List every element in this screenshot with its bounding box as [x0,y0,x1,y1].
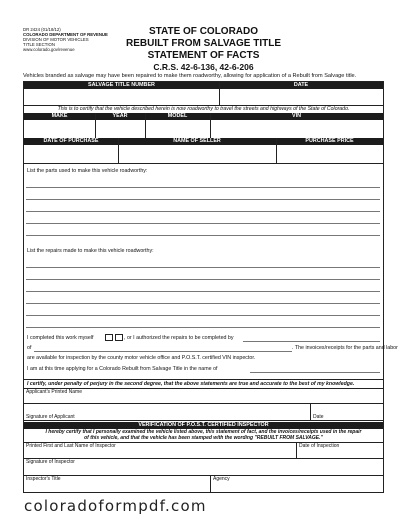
completed-myself-text: I completed this work myself [27,335,94,341]
repairs-text-area[interactable] [26,255,380,333]
label-salvage-title-number: SALVAGE TITLE NUMBER [88,82,155,88]
perjury-statement: I certify, under penalty of perjury in the second degree, that the above statements are true and accurate to the best of my knowledge. [27,381,355,387]
vin-field[interactable] [211,120,383,138]
repairer-name-field[interactable] [243,341,380,342]
label-vin: VIN [292,113,301,119]
header-bar-purchase [24,138,383,145]
completed-myself-checkbox[interactable] [105,334,113,341]
year-field[interactable] [96,120,145,138]
parts-line [26,199,380,200]
inspection-date-label: Date of Inspection [299,443,340,449]
model-field[interactable] [146,120,210,138]
invoices-text: . The invoices/receipts for the parts and labor [292,345,398,351]
parts-text-area[interactable] [26,175,380,241]
inspector-printed-name-field[interactable] [24,449,296,458]
applicant-signature-field[interactable] [24,404,310,413]
repairs-line [26,315,380,316]
of-text: of [27,345,32,351]
make-field[interactable] [24,120,95,138]
inspector-signature-field[interactable] [24,465,383,475]
applicant-signature-label: Signature of Applicant [26,414,75,420]
purchase-price-field[interactable] [277,145,383,163]
label-date-of-purchase: DATE OF PURCHASE [43,138,99,144]
applicant-printed-name-label: Applicant's Printed Name [26,389,82,395]
inspector-heading: VERIFICATION OF P.O.S.T. CERTIFIED INSPECTOR [138,422,269,428]
date-of-purchase-field[interactable] [24,145,118,163]
applicant-date-label: Date [313,414,324,420]
repairs-line [26,291,380,292]
header-bar-inspector [24,422,383,429]
applying-name-text: I am at this time applying for a Colorado Rebuilt from Salvage Title in the name of [27,366,218,372]
divider [24,163,383,164]
inspector-cert-line2: of this vehicle, and that the vehicle has been stamped with the wording "REBUILT FROM SALVAGE." [84,435,323,441]
label-make: MAKE [51,113,68,119]
label-year: YEAR [112,113,128,119]
website-link[interactable]: www.colorado.gov/revenue [23,47,75,53]
label-date: DATE [293,82,309,88]
applicant-printed-name-field[interactable] [24,395,383,403]
parts-line [26,235,380,236]
inspection-date-field[interactable] [297,449,383,458]
label-purchase-price: PURCHASE PRICE [305,138,354,144]
parts-line [26,187,380,188]
repairer-location-field[interactable] [34,351,292,352]
inspector-signature-label: Signature of Inspector [26,459,75,465]
inspector-printed-name-label: Printed First and Last Name of Inspector [26,443,116,449]
title-statute: C.R.S. 42-6-136, 42-6-206 [153,62,254,72]
inspector-title-label: Inspector's Title [26,476,61,482]
repairs-line [26,303,380,304]
salvage-title-number-field[interactable] [24,89,219,105]
title-rebuilt: REBUILT FROM SALVAGE TITLE [126,38,281,49]
parts-line [26,223,380,224]
divider [24,379,383,380]
roadworthy-certification: This is to certify that the vehicle described herein is now roadworthy to travel the streets and highways of the State of Colorado. [57,106,350,112]
title-statement: STATEMENT OF FACTS [147,50,260,61]
division-name: DIVISION OF MOTOR VEHICLES [23,37,89,43]
authorized-repairs-checkbox[interactable] [115,334,123,341]
inspector-title-field[interactable] [24,482,210,492]
applicant-title-name-field[interactable] [250,372,380,373]
agency-field[interactable] [211,482,383,492]
department-name: COLORADO DEPARTMENT OF REVENUE [23,32,108,38]
header-bar-vehicle [24,113,383,120]
inspector-cert-line1: I hereby certify that I personally examined the vehicle listed above, this statement of fact, and the invoices/receipts used in the repair [45,429,362,435]
repairs-line [26,267,380,268]
name-of-seller-field[interactable] [119,145,276,163]
divider [24,420,383,421]
form-number: DR 2424 (01/18/12) [23,27,61,32]
date-field[interactable] [220,89,383,105]
authorized-repairs-text: , or I authorized the repairs to be completed by [124,335,234,341]
label-model: MODEL [167,113,188,119]
divider [24,475,383,476]
title-state: STATE OF COLORADO [148,26,259,37]
section-name: TITLE SECTION [23,42,55,48]
invoices-availability-text: are available for inspection by the county motor vehicle office and P.O.S.T. certified VIN inspector. [27,355,256,361]
agency-label: Agency [213,476,230,482]
parts-label: List the parts used to make this vehicle roadworthy: [27,168,148,174]
repairs-label: List the repairs made to make this vehicle roadworthy: [27,248,154,254]
divider [24,458,383,459]
label-name-of-seller: NAME OF SELLER [173,138,221,144]
site-watermark: coloradoformpdf.com [24,497,207,515]
applicant-date-field[interactable] [311,404,383,413]
parts-line [26,211,380,212]
statement-form [23,81,398,493]
header-bar-title-date [24,82,383,89]
repairs-line [26,279,380,280]
repairs-line [26,327,380,328]
intro-text: Vehicles branded as salvage may have been repaired to make them roadworthy, allowing for application of a Rebuilt from Salvage title. [23,73,357,79]
